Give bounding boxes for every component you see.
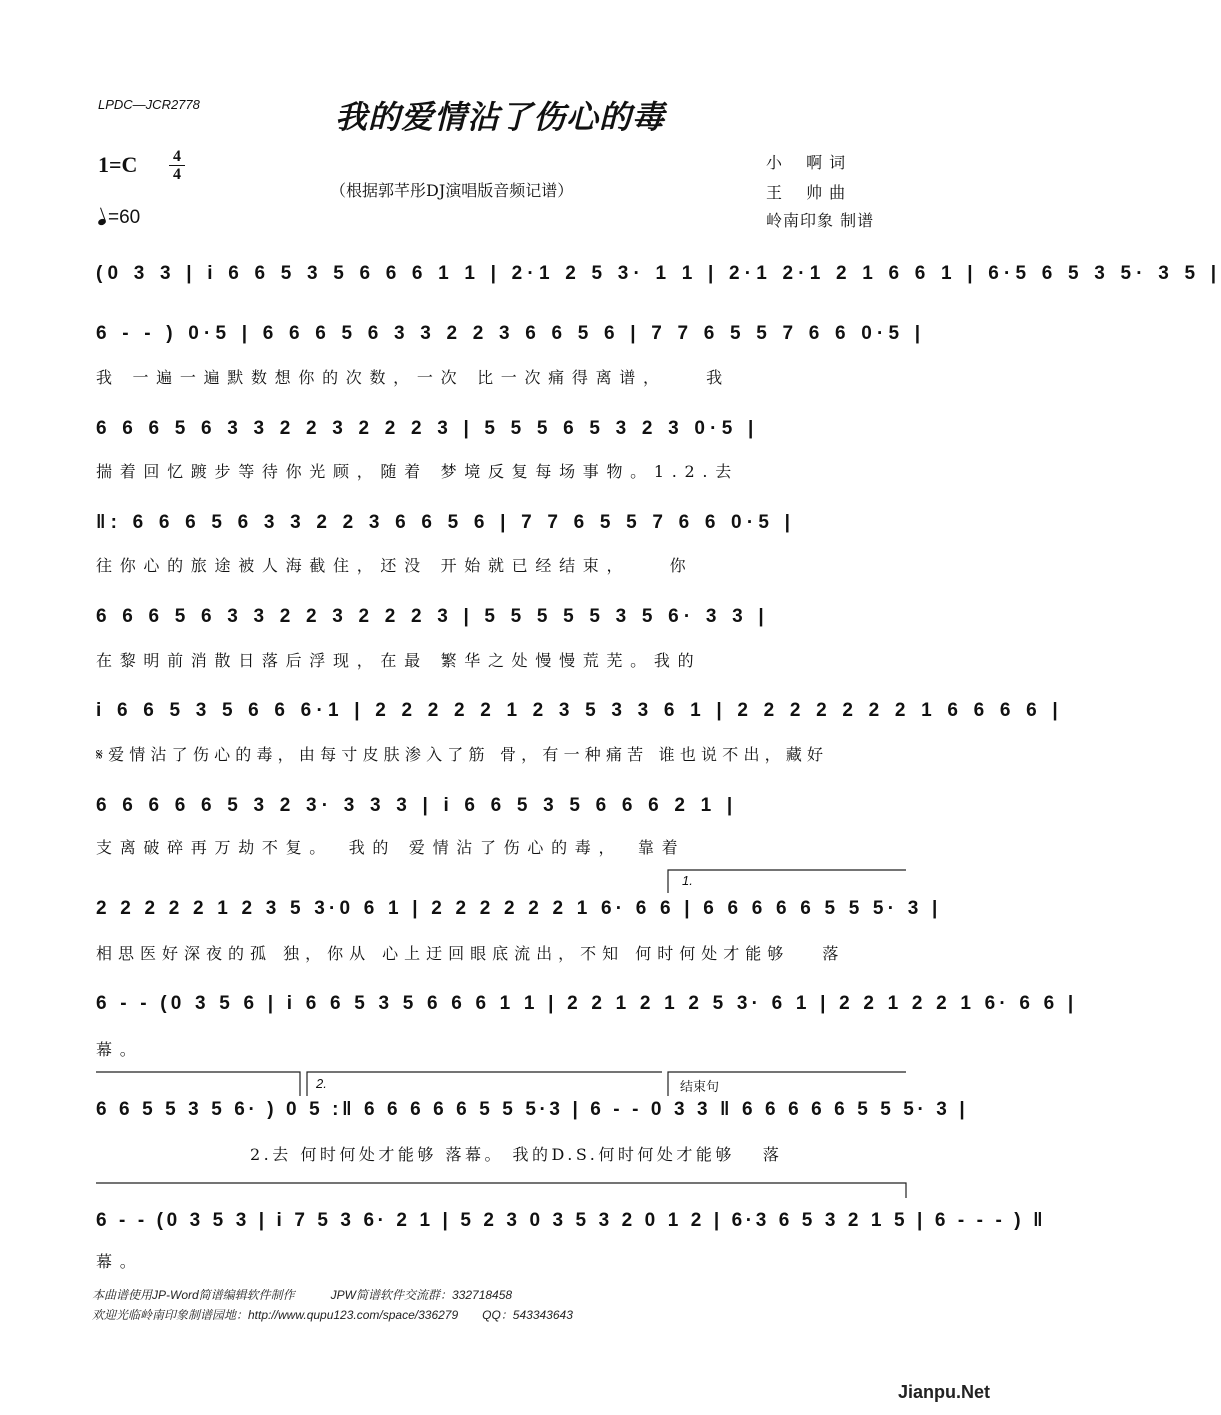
score-row-9: 6 - - (0 3 5 6 | i 6 6 5 3 5 6 6 6 1 1 | 2 2 1 2 1 2 5 3· 6 1 | 2 2 1 2 2 1 6· 6 6 |: [96, 993, 1078, 1014]
meter-bottom: 4: [173, 166, 181, 183]
score-row-4: ‖: 6 6 6 5 6 3 3 2 2 3 6 6 5 6 | 7 7 6 5 5 7 6 6 0·5 |: [96, 512, 796, 533]
lyric-row-6: 𝄋爱情沾了伤心的毒，由每寸皮肤渗入了筋 骨，有一种痛苦 谁也说不出，藏好: [96, 745, 829, 764]
ending-continuation: [96, 1183, 906, 1198]
score-row-6: i 6 6 5 3 5 6 6 6·1 | 2 2 2 2 2 1 2 3 5 3 3 6 1 | 2 2 2 2 2 2 2 1 6 6 6 6 |: [96, 700, 1063, 721]
lyric-row-7: 支离破碎再万劫不复。 我的 爱情沾了伤心的毒， 靠着: [96, 838, 686, 857]
score-row-10: 6 6 5 5 3 5 6· ) 0 5 :‖ 6 6 6 6 6 5 5 5·3 | 6 - - 0 3 3 ‖ 6 6 6 6 6 5 5 5· 3 |: [96, 1099, 969, 1120]
watermark-brand: Jianpu.Net: [897, 1382, 990, 1402]
ending-label: 结束句: [680, 1080, 720, 1095]
score-row-5: 6 6 6 5 6 3 3 2 2 3 2 2 2 3 | 5 5 5 5 5 3 5 6· 3 3 |: [96, 606, 769, 627]
arranger-credit: 岭南印象 制谱: [766, 211, 875, 230]
lyric-row-4: 往你心的旅途被人海截住，还没 开始就已经结束， 你: [96, 556, 694, 575]
volta-2-label: 2.: [316, 1076, 327, 1091]
volta-1-continuation: [96, 1072, 300, 1096]
key-signature: 1=C: [98, 152, 138, 177]
volta-1-label: 1.: [682, 873, 693, 888]
meter-top: 4: [173, 148, 181, 165]
score-row-11: 6 - - (0 3 5 3 | i 7 5 3 6· 2 1 | 5 2 3 0 3 5 3 2 0 1 2 | 6·3 6 5 3 2 1 5 | 6 - - - ) ‖: [96, 1210, 1047, 1231]
volta-2-bracket: [307, 1072, 662, 1096]
ending-bracket: [668, 1072, 906, 1096]
score-row-3: 6 6 6 5 6 3 3 2 2 3 2 2 2 3 | 5 5 5 6 5 3 2 3 0·5 |: [96, 418, 759, 439]
lyric-row-2: 我 一遍一遍默数想你的次数，一次 比一次痛得离谱， 我: [96, 368, 730, 387]
lyric-row-8: 相思医好深夜的孤 独，你从 心上迂回眼底流出，不知 何时何处才能够 落: [96, 944, 845, 963]
lyricist-credit: 小 啊 词: [766, 153, 847, 172]
subtitle: （根据郭芊彤DJ演唱版音频记谱）: [330, 181, 574, 200]
footer-software-note: 本曲谱使用JP-Word简谱编辑软件制作 JPW简谱软件交流群：332718458: [92, 1288, 513, 1302]
song-title: 我的爱情沾了伤心的毒: [334, 98, 665, 136]
lyric-row-11: 幕。: [96, 1252, 144, 1271]
score-row-2: 6 - - ) 0·5 | 6 6 6 5 6 3 3 2 2 3 6 6 5 6 | 7 7 6 5 5 7 6 6 0·5 |: [96, 323, 926, 344]
tempo-value: =60: [108, 207, 141, 228]
footer-website-note: 欢迎光临岭南印象制谱园地：http://www.qupu123.com/space/336279 QQ：543343643: [92, 1308, 573, 1322]
composer-credit: 王 帅 曲: [766, 183, 847, 202]
lyric-row-9: 幕。: [96, 1040, 144, 1059]
score-row-7: 6 6 6 6 6 5 3 2 3· 3 3 3 | i 6 6 5 3 5 6 6 6 2 1 |: [96, 795, 738, 816]
score-code: LPDC—JCR2778: [98, 97, 200, 112]
score-row-8: 2 2 2 2 2 1 2 3 5 3·0 6 1 | 2 2 2 2 2 2 1 6· 6 6 | 6 6 6 6 6 5 5 5· 3 |: [96, 898, 942, 919]
lyric-row-5: 在黎明前消散日落后浮现，在最 繁华之处慢慢荒芜。我的: [96, 651, 702, 670]
volta-1-bracket: [668, 870, 906, 893]
lyric-row-10: 2.去 何时何处才能够 落幕。 我的D.S.何时何处才能够 落: [250, 1145, 783, 1164]
score-row-1: (0 3 3 | i 6 6 5 3 5 6 6 6 1 1 | 2·1 2 5 3· 1 1 | 2·1 2·1 2 1 6 6 1 | 6·5 6 5 3 5· 3 5 |: [96, 263, 1221, 284]
lyric-row-3: 揣着回忆踱步等待你光顾，随着 梦境反复每场事物。1.2.去: [96, 462, 739, 481]
